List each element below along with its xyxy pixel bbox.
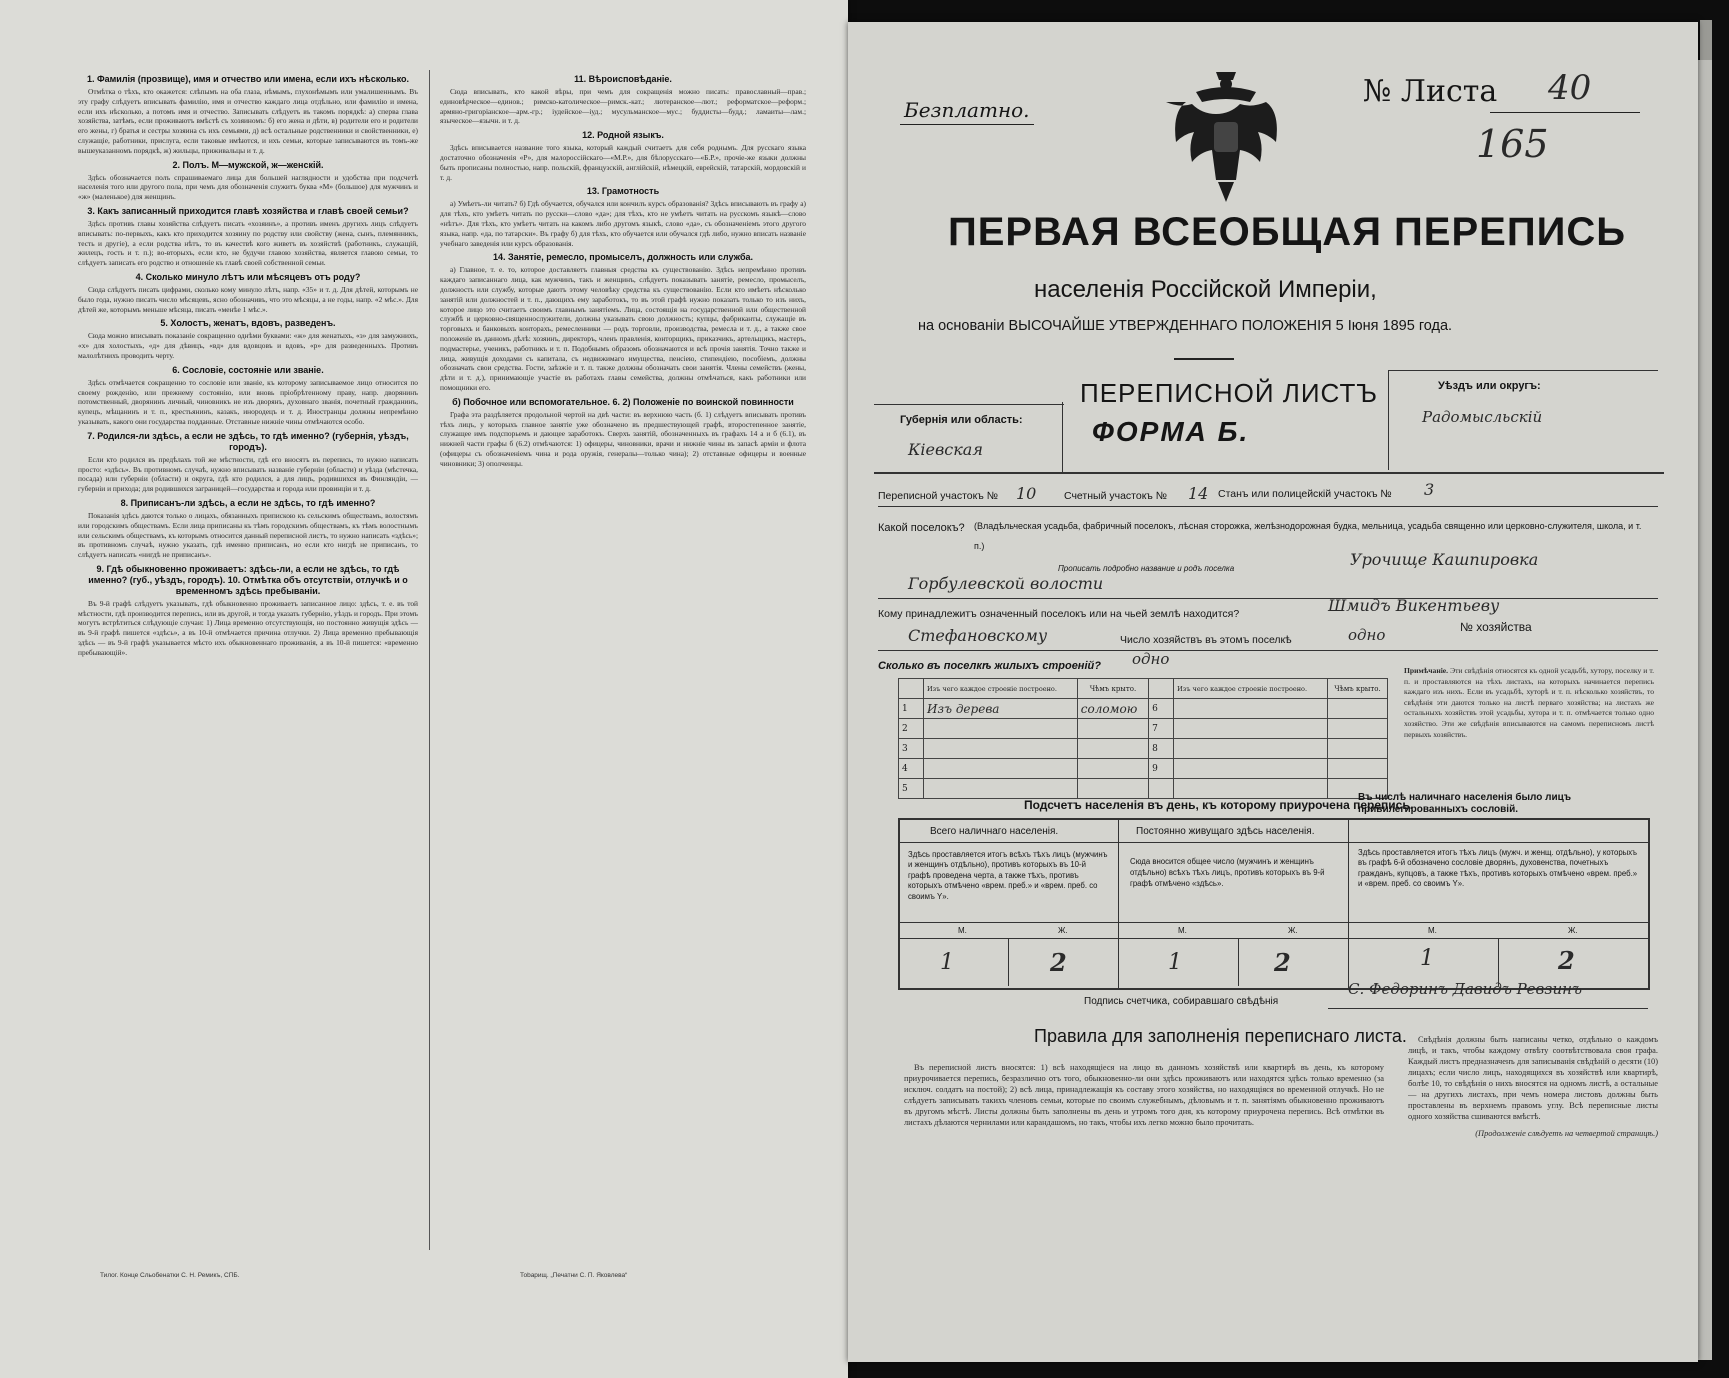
count-description: Здѣсь проставляется итогъ всѣхъ тѣхъ лицъ (мужчинъ и женщинъ отдѣльно), противъ которыхъ въ 10-й графѣ проведена черта, а также тѣхъ, противъ которыхъ отмѣчено «врем. преб.» и «врем. преб. со своимъ Y». <box>908 850 1108 901</box>
count-description: Сюда вносится общее число (мужчинъ и женщинъ отдѣльно) всѣхъ тѣхъ лицъ, противъ которыхъ въ 9-й графѣ отмѣчено «здѣсь». <box>1130 857 1325 888</box>
section-heading: 12. Родной языкъ. <box>582 130 664 141</box>
signature-line <box>1328 1008 1648 1009</box>
section-heading: 5. Холостъ, женатъ, вдовъ, разведенъ. <box>160 318 336 329</box>
field-rule <box>878 598 1658 599</box>
column-header: Изъ чего каждое строеніе построено. <box>924 679 1078 699</box>
count-total-m: 1 <box>940 950 954 975</box>
form-vertical-rule <box>1062 402 1063 472</box>
count-col-header: Всего наличнаго населенія. <box>930 826 1059 837</box>
count-m-label: М. <box>1428 926 1437 935</box>
section <box>78 318 418 360</box>
settlement-label: Какой поселокъ? <box>878 522 965 534</box>
row-number: 1 <box>899 699 924 719</box>
section-heading: 13. Грамотность <box>586 186 660 197</box>
section-text: Если кто родился въ предѣлахъ той же мѣстности, гдѣ его вносятъ въ перепись, то нужно написать просто: «здѣсь». Въ противномъ случаѣ, нужно вписывать названіе губерніи (области) и уѣзда (мѣстечка, посада) или губерніи (области) и округа, гдѣ кто родился, а для лицъ, родившихся въ Финляндіи, — губерніи и прихода; для родившихся заграницей—государства и города или провинціи и т. д. <box>78 454 418 494</box>
section-text: Сюда слѣдуетъ писать цифрами, сколько кому минуло лѣтъ, напр. «35» и т. д. Для дѣтей, которымъ не было года, нужно писать число мѣсяцевъ, ясно обозначивъ, что это мѣсяцы, а не годы, напр. «2 мѣс.». Для дѣтей же, которымъ меньше мѣсяца, писать «менѣе 1 мѣс.». <box>78 284 418 314</box>
count-m-label: М. <box>1178 926 1187 935</box>
printer-imprint: Тоbарищ. „Печатни С. П. Яковлева“ <box>520 1272 628 1279</box>
count-col-rule <box>1348 818 1349 988</box>
section <box>440 186 806 248</box>
count-row-rule <box>898 842 1648 843</box>
counting-district-label: Счетный участокъ № <box>1064 490 1168 502</box>
section-text: Здѣсь противъ главы хозяйства слѣдуетъ писать «хозяинъ», а противъ именъ другихъ лицъ слѣдуетъ вписывать: по-первыхъ, какъ кто приходится хозяину по родству или свойству (жена, сынъ, племянникъ, тесть и другіе), а если родства нѣтъ, то въ качествѣ кого живетъ въ хозяйствѣ (работникъ, служащій, жилецъ, гость и т. п.); во-вторыхъ, если кто, не будучи главою хозяйства, является главою семьи, то слѣдуетъ записать его родство и отношеніе къ главѣ своей собственной семьи. <box>78 218 418 268</box>
signature-value: С. Федоринъ Давидъ Ревзинъ <box>1348 980 1583 998</box>
count-row-rule <box>898 922 1648 923</box>
households-label: Число хозяйствъ въ этомъ поселкѣ <box>1120 634 1292 646</box>
printer-imprint: Тилог. Конце Сльобенатки С. Н. Ремикъ, СПБ. <box>100 1272 240 1279</box>
settlement-value: Урочище Кашпировка <box>1350 550 1539 569</box>
census-basis: на основаніи ВЫСОЧАЙШЕ УТВЕРЖДЕННАГО ПОЛОЖЕНІЯ 5 Іюня 1895 года. <box>918 318 1453 334</box>
section <box>78 272 418 314</box>
owner-label: Кому принадлежитъ означенный поселокъ или на чьей землѣ находится? <box>878 608 1240 620</box>
census-district-label: Переписной участокъ № <box>878 490 998 502</box>
count-m-label: М. <box>958 926 967 935</box>
note-text: Эти свѣдѣнія относятся къ одной усадьбѣ, хутору, поселку и т. п. и проставляются на тѣхъ листахъ, на которыхъ начинается перепись каждаго изъ нихъ. Если въ усадьбѣ, хуторѣ и т. п. нѣсколько хозяйствъ, то свѣдѣнія эти даются только на листѣ перваго хозяйства; на листахъ же остальныхъ хозяйствъ этой усадьбы, хутора и т. п. отмѣчается только одно хозяйство. Эти же свѣдѣнія вписываются на самомъ переписномъ листѣ первыхъ хозяйствъ. <box>1404 666 1654 739</box>
rules-text-right <box>1408 1034 1658 1314</box>
count-zh-label: Ж. <box>1568 926 1578 935</box>
count-col-rule <box>1118 818 1119 988</box>
section-heading: 11. Вѣроисповѣданіе. <box>574 74 672 84</box>
rules-title: Правила для заполненія переписнаго листа. <box>1034 1026 1407 1046</box>
column-header: Изъ чего каждое строеніе построено. <box>1174 679 1328 699</box>
section <box>440 397 806 469</box>
counting-district-value: 14 <box>1188 484 1209 503</box>
imperial-eagle-emblem <box>1166 62 1286 212</box>
section-heading: 8. Приписанъ-ли здѣсь, а если не здѣсь, то гдѣ именно? <box>120 497 376 508</box>
instructions-column-right <box>440 70 806 1260</box>
side-number: 165 <box>1476 122 1549 166</box>
stan-label: Станъ или полицейскій участокъ № <box>1218 488 1392 500</box>
section-heading: б) Побочное или вспомогательное. 6. 2) Положеніе по воинской повинности <box>452 396 794 407</box>
row-number: 7 <box>1149 719 1174 739</box>
buildings-table <box>898 678 1388 799</box>
stan-value: 3 <box>1424 480 1435 499</box>
free-label: Безплатно. <box>900 98 1034 125</box>
section-heading: 7. Родился-ли здѣсь, а если не здѣсь, то гдѣ именно? (губернія, уѣздъ, городъ). <box>87 430 409 452</box>
note-box <box>1404 666 1654 740</box>
count-description: Здѣсь проставляется итогъ тѣхъ лицъ (мужч. и женщ. отдѣльно), у которыхъ въ графѣ 6-й обозначено сословіе дворянъ, духовенства, почетныхъ гражданъ, купцовъ, а также тѣхъ, противъ которыхъ отмѣчено «врем. преб.» и «врем. преб. со своимъ Y». <box>1358 848 1638 889</box>
count-col-header: Въ числѣ наличнаго населенія было лицъ привилегированныхъ сословій. <box>1358 792 1572 815</box>
mf-divider <box>1498 938 1499 986</box>
sheet-number-line <box>1490 112 1640 113</box>
household-number-label: № хозяйства <box>1460 620 1532 634</box>
page-stack-edge <box>1700 20 1712 60</box>
table-row <box>899 719 1388 739</box>
mf-divider <box>1238 938 1239 986</box>
left-page <box>0 0 848 1378</box>
section-heading: 6. Сословіе, состояніе или званіе. <box>172 364 324 375</box>
count-title: Подсчетъ населенія въ день, къ которому приурочена перепись. <box>1024 798 1414 812</box>
signature-label: Подпись счетчика, собиравшаго свѣдѣнія <box>1084 996 1279 1007</box>
section-text: а) Умѣетъ-ли читать? б) Гдѣ обучается, обучался или кончилъ курсъ образованія? Здѣсь вписывають въ графу а) для тѣхъ, кто умѣетъ читать по русски—слово «да»; для тѣхъ, кто не умѣетъ читать на русскомъ языкѣ—слово «нѣтъ». Для тѣхъ, кто умѣетъ читать на какомъ либо другомъ языкѣ, слово «да», съ обозначеніемъ этого другого языка, напр. «да, по татарски». Въ графу б) для тѣхъ, кто обучается или обучался гдѣ либо, нужно вписать названіе учебнаго заведенія или курсъ образованія. <box>440 199 806 248</box>
building-material: Изъ дерева <box>924 699 1078 719</box>
table-row <box>899 759 1388 779</box>
section-heading: 1. Фамилія (прозвище), имя и отчество или имена, если ихъ нѣсколько. <box>86 74 410 84</box>
rules-paragraph: Свѣдѣнія должны быть написаны четко, отдѣльно о каждомъ лицѣ, и такъ, чтобы каждому отвѣту соотвѣтствовала своя графа. Каждый листъ предназначенъ для записыванія свѣдѣній о десяти (10) лицахъ; если число лицъ, находящихся въ хозяйствѣ или квартирѣ, болѣе 10, то свѣдѣнія о нихъ вносятся на одномъ листѣ, а остальные — на другихъ листахъ, при чемъ номера листовъ должны быть проставлены въ верхнемъ правомъ углу. Всѣ переписные листы одного хозяйства сшиваются вмѣстѣ. <box>1408 1035 1658 1121</box>
guberniya-value: Кіевская <box>908 440 983 459</box>
section-text: Отмѣтка о тѣхъ, кто окажется: слѣпымъ на оба глаза, нѣмымъ, глухонѣмымъ или умалишеннымъ. Въ эту графу слѣдуетъ вписывать фамилію, имя и отчество каждаго лица отдѣльно, или фамилію и имена, если ихъ нѣсколько, а потомъ имя и отчество. Записывать слѣдуетъ въ такомъ порядкѣ: а) сперва глава хозяйства, затѣмъ, если проживаютъ вмѣстѣ съ хозяиномъ: б) его жена и дѣти, в) родители его и родители его жены, г) братья и сестры хозяина съ ихъ семьями, д) всѣ остальные родственники и свойственники, е) служащіе, работники, прислуга, если таковые имѣются, и ихъ семьи, которые записываются въ томъ-же вышеуказанномъ порядкѣ, ж) жильцы, приживальцы и т. д. <box>78 87 418 155</box>
settlement-value-2: Горбулевской волости <box>908 574 1104 593</box>
form-rule <box>874 472 1664 474</box>
settlement-hint: (Владѣльческая усадьба, фабричный поселокъ, лѣсная сторожка, желѣзнодорожная будка, мельница, усадьба священно или церковно-служителя, школа, и т. п.) <box>974 521 1642 551</box>
count-zh-label: Ж. <box>1288 926 1298 935</box>
uezd-value: Радомысльскій <box>1422 408 1543 426</box>
mf-divider <box>1008 938 1009 986</box>
form-subtitle: ФОРМА Б. <box>1092 416 1250 447</box>
settlement-name-hint: Прописать подробно название и родъ поселка <box>1058 564 1235 573</box>
table-row <box>899 699 1388 719</box>
section <box>78 498 418 560</box>
count-permanent-m: 1 <box>1168 950 1182 975</box>
section-text: Сюда вписывать, кто какой вѣры, при чемъ для сокращенія можно писать: православный—прав.; единовѣрческое—единов.; римско-католическое—римск.-кат.; лютеранское—лют.; реформатское—реформ.; армяно-григоріанское—арм.-гр.; іудейское—іуд.; мусульманское—мус.; буддисты—будд.; ламаиты—лам.; языческое—язычн. и т. д. <box>440 87 806 126</box>
section-text: Здѣсь отмѣчается сокращенно то сословіе или званіе, къ которому записываемое лицо относится по своему рожденію, или прежнему состоянію, или вновь пріобрѣтенному праву, напр. дворянинъ потомственный, дворянинъ личный, чиновникъ не изъ дворянъ, духовнаго званія, почетный гражданинъ, купецъ, мѣщанинъ и т. п., крестьянинъ, казакъ, инородецъ и т. д. Иностранцы должны непремѣнно указывать, какого они государства подданные. Отставные нижніе чины отмѣчаются особо. <box>78 377 418 426</box>
column-divider <box>429 70 430 1250</box>
sheet-number-label: № Листа <box>1363 74 1498 109</box>
section-heading: 14. Занятіе, ремесло, промыселъ, должность или служба. <box>492 252 754 263</box>
row-number: 3 <box>899 739 924 759</box>
column-header: Чѣмъ крыто. <box>1327 679 1387 699</box>
rules-continued: (Продолженіе слѣдуетъ на четвертой страницѣ.) <box>1475 1129 1658 1138</box>
count-row-rule <box>898 938 1648 939</box>
section-text: а) Главное, т. е. то, которое доставляетъ главныя средства къ существованію. Здѣсь непремѣнно противъ каждаго записаннаго лица, как мужчинъ, такъ и женщинъ, слѣдуетъ показывать занятіе, ремесло, промыселъ, должность или службу, которые даютъ этому человѣку средства къ существованію. Если кто имѣетъ нѣсколько занятій или должностей и т. п., дающихъ ему заработокъ, то въ этой графѣ нужно показать только то изъ нихъ, которое лицо это считаетъ своимъ главнымъ занятіемъ. Лица, состоящія на государственной или общественной службѣ и церковно-священнослужители, должны указывать свою должность; купцы, фабриканты, служащіе въ торговыхъ и банковыхъ конторахъ, ремесленники — родъ торговли, производства, ремесла и т. д., а также свое положеніе въ данномъ дѣлѣ: хозяинъ, директоръ, членъ правленія, конторщикъ, приказчикъ, артельщикъ, мастеръ, подмастерье, ученикъ, работникъ и т. п. Подобнымъ образомъ обозначаются и всѣ прочія занятія. Точно также и лица, живущія доходами съ капитала, съ недвижимаго имущества, пенсіею, стипендіею, пособіемъ, должны обозначать свои средства. Гости, заѣзжіе и т. п. также должны обозначать свои занятія. Члены семействъ (жены, дѣти и т. д.), принимающіе участіе въ работахъ главы семейства, должны отмѣчаться, какъ работники или помощники его. <box>440 265 806 392</box>
section-text: Въ 9-й графѣ слѣдуетъ указывать, гдѣ обыкновенно проживаетъ записанное лицо: здѣсь, т. е. въ той мѣстности, гдѣ производится перепись, или въ другой, и тогда указать губернію, уѣздъ и городъ. При этомъ могутъ встрѣтиться слѣдующіе случаи: 1) Лица временно отсутствующія, но постоянно живущія здѣсь — въ 9-й графѣ пишется «здѣсь», а въ 10-й отмѣчается причина отлучки. 2) Лица временно пребывающія здѣсь — въ 9-й графѣ указывается мѣсто ихъ обыкновеннаго проживанія, а въ 10-й пишется: «временно пребывающій». <box>78 598 418 657</box>
row-number: 4 <box>899 759 924 779</box>
section <box>440 252 806 392</box>
form-vertical-rule <box>1388 370 1389 470</box>
table-row <box>899 779 1388 799</box>
form-rule <box>874 404 1064 405</box>
guberniya-label: Губернія или область: <box>900 414 1023 426</box>
building-roof: соломою <box>1077 699 1148 719</box>
section <box>440 74 806 126</box>
row-number: 5 <box>899 779 924 799</box>
section-heading: 2. Полъ. М—мужской, ж—женскій. <box>172 159 324 170</box>
right-page <box>848 22 1698 1362</box>
count-total-zh: 2 <box>1050 948 1067 977</box>
households-value: одно <box>1348 626 1386 644</box>
field-rule <box>878 650 1658 651</box>
count-privileged-zh: 2 <box>1558 946 1575 975</box>
section <box>78 431 418 494</box>
section-text: Сюда можно вписывать показаніе сокращенно однѣми буквами: «ж» для женатыхъ, «з» для замужнихъ, «х» для холостыхъ, «д» для дѣвицъ, «вд» для вдовцовъ и вдовъ, «р» для разведенныхъ. Противъ малолѣтнихъ проводить черту. <box>78 331 418 360</box>
table-row <box>899 739 1388 759</box>
title-rule <box>1174 358 1234 360</box>
section-heading: 4. Сколько минуло лѣтъ или мѣсяцевъ отъ роду? <box>135 271 361 282</box>
count-zh-label: Ж. <box>1058 926 1068 935</box>
owner-value-2: Стефановскому <box>908 626 1048 645</box>
census-subtitle: населенія Россійской Имперіи, <box>1034 276 1377 303</box>
count-col-header: Постоянно живущаго здѣсь населенія. <box>1136 826 1315 837</box>
section <box>78 206 418 268</box>
column-header: Чѣмъ крыто. <box>1077 679 1148 699</box>
owner-value: Шмидъ Викентьеву <box>1328 596 1500 615</box>
rules-paragraph: Въ переписной листъ вносятся: 1) всѣ находящіеся на лицо въ данномъ хозяйствѣ или квартирѣ въ день, къ которому приурочивается перепись, безразлично отъ того, обыкновенно-ли они здѣсь проживаютъ или находятся здѣсь только временно (за исключ. солдатъ на постой); 2) всѣ лица, принадлежащія къ составу этого хозяйства, но находящіяся во временной отлучкѣ. Но не слѣдуетъ записывать такихъ членовъ семьи, которые по своимъ служебнымъ, дѣловымъ и т. п. занятіямъ обыкновенно проживаютъ въ другомъ мѣстѣ. Листы должны быть заполнены въ день и утромъ того дня, къ которому приурочена перепись. Всѣ отмѣтки въ листахъ дѣлаются чернилами или карандашомъ, но такъ, чтобы ихъ легко можно было прочитать. <box>904 1063 1384 1127</box>
section-text: Здѣсь обозначается полъ спрашиваемаго лица для большей наглядности и удобства при подсчетѣ населенія того или другого пола, при чемъ для обозначенія служитъ буква «М» (большое) для мужчинъ и «ж» (маленькое) для женщинъ. <box>78 172 418 202</box>
count-permanent-zh: 2 <box>1274 948 1291 977</box>
note-title: Примѣчаніе. <box>1404 666 1449 675</box>
field-rule <box>878 506 1658 507</box>
sheet-number-value: 40 <box>1548 68 1592 108</box>
row-number: 6 <box>1149 699 1174 719</box>
section <box>78 564 418 658</box>
count-privileged-m: 1 <box>1420 946 1434 971</box>
form-rule <box>1388 370 1658 371</box>
section <box>78 74 418 156</box>
buildings-label: Сколько въ поселкѣ жилыхъ строеній? <box>878 660 1101 672</box>
form-title: ПЕРЕПИСНОЙ ЛИСТЪ <box>1080 378 1378 408</box>
census-title: ПЕРВАЯ ВСЕОБЩАЯ ПЕРЕПИСЬ <box>948 210 1626 254</box>
table-header-row <box>899 679 1388 699</box>
section <box>78 365 418 427</box>
section-text: Здѣсь вписывается название того языка, который каждый считаетъ для себя роднымъ. Для русскаго языка достаточно обозначенія «Р», для малороссійскаго—«М.Р.», для бѣлорусскаго—«Б.Р.», прочіе-же языки должны быть прописаны полностью, напр. польскій, французскій, англійскій, нѣмецкій, еврейскій, татарскій, мордовскій и т. д. <box>440 143 806 182</box>
section-heading: 3. Какъ записанный приходится главѣ хозяйства и главѣ своей семьи? <box>87 205 409 216</box>
census-district-value: 10 <box>1016 484 1037 503</box>
section-text: Показанія здѣсь даются только о лицахъ, обязанныхъ припискою къ сельскимъ обществамъ, волостямъ или городскимъ обществамъ. Если лица приписаны къ тѣмъ городскимъ обществамъ, къ тѣмъ волостнымъ или сельскимъ обществамъ, къ которымъ относится данный переписной листъ, то нужно написать «здѣсь»; въ противномъ случаѣ, нужно указать, гдѣ именно приписанъ, но если кто нигдѣ не приписанъ, то слѣдуетъ написать «нигдѣ не приписанъ». <box>78 510 418 560</box>
row-number: 2 <box>899 719 924 739</box>
row-number: 8 <box>1149 739 1174 759</box>
rules-text-left <box>904 1062 1384 1342</box>
section <box>78 160 418 202</box>
row-number: 9 <box>1149 759 1174 779</box>
instructions-column-left <box>78 70 418 1260</box>
section-heading: 9. Гдѣ обыкновенно проживаетъ: здѣсь-ли, а если не здѣсь, то гдѣ именно? (губ., уѣздъ, городъ). 10. Отмѣтка объ отсутствіи, отлучкѣ и о временномъ здѣсь пребываніи. <box>88 563 408 596</box>
buildings-value: одно <box>1132 650 1170 668</box>
uezd-label: Уѣздъ или округъ: <box>1438 380 1541 392</box>
section-text: Графа эта раздѣляется продольной чертой на двѣ части: въ верхнюю часть (б. 1) слѣдуетъ вписывать противъ тѣхъ лицъ, у которыхъ главное занятіе уже обозначено въ предшествующей графѣ, второстепенное занятіе, служащее имъ подспорьемъ и дающее заработокъ. Сверхъ занятій, обозначенныхъ въ графахъ 14 а и б (6.1), въ нижней части графы б (6.2) отмѣчаются: 1) офицеры, чиновники, врачи и нижніе чины въ запасѣ арміи и флота (офицеры съ обозначеніемъ чина и рода оружія, генералы—только чина); 2) отставные офицеры и военные чиновники; 3) ополченцы. <box>440 409 806 468</box>
section <box>440 130 806 182</box>
